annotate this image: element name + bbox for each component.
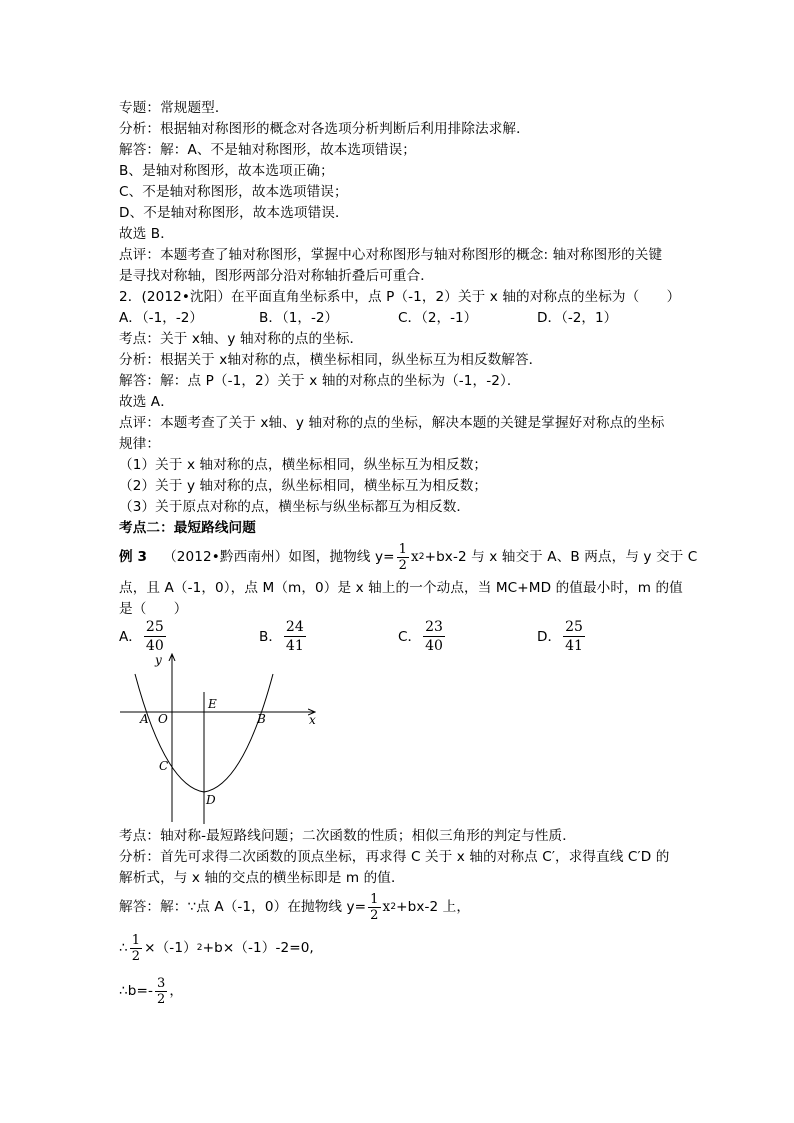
ex3-option-c: [398, 618, 447, 655]
option-fraction: [144, 618, 166, 655]
option-letter: D．: [537, 628, 562, 645]
option-letter: C．: [398, 628, 422, 645]
fraction-numerator: 25: [565, 619, 583, 635]
rule-item: （2）关于 y 轴对称的点，纵坐标相同，横坐标互为相反数；: [119, 478, 488, 494]
comment-line: 点评：本题考查了轴对称图形，掌握中心对称图形与轴对称图形的概念: 轴对称图形的关键: [119, 247, 663, 263]
equation-line: [119, 973, 183, 1009]
comment-line: 是寻找对称轴，图形两部分沿对称轴折叠后可重合．: [119, 268, 434, 284]
choice-line: 故选 A．: [119, 394, 174, 410]
q2-option-c: C．（2，-1）: [398, 310, 478, 326]
rule-item: （3）关于原点对称的点，横坐标与纵坐标都互为相反数．: [119, 499, 471, 515]
analysis-line: 解析式，与 x 轴的交点的横坐标即是 m 的值．: [119, 870, 405, 886]
option-fraction: [563, 618, 585, 655]
y-axis-label: y: [155, 653, 162, 667]
fraction-denominator: 2: [131, 948, 141, 964]
ex3-option-a: [119, 618, 168, 655]
answer-text: 解答：解：∵点 A（-1，0）在抛物线 y=: [119, 899, 367, 915]
keypoint-line: 考点：关于 x轴、y 轴对称的点的坐标．: [119, 331, 364, 347]
answer-line: B、是轴对称图形，故本选项正确；: [119, 163, 334, 179]
analysis-line: 分析：根据关于 x轴对称的点，横坐标相同，纵坐标互为相反数解答．: [119, 352, 543, 368]
fraction-denominator: 41: [285, 638, 304, 654]
option-fraction: [284, 618, 306, 655]
example-text-end: +bx-2 与 x 轴交于 A、B 两点，与 y 交于 C: [424, 549, 698, 565]
point-d-label: D: [206, 793, 216, 807]
fraction-half: [130, 933, 142, 964]
fraction-numerator: 1: [370, 891, 379, 907]
equation-line: ∴ $\frac{1}{2}$ ×（-1） 2 +b×（-1）-2=0,: [119, 932, 314, 964]
example-3-line: 例 3 （2012•黔西南州）如图，抛物线 y= $\frac{1}{2}$ x 2 +bx-2 与 x 轴交于 A、B 两点，与 y 交于 C: [119, 541, 698, 573]
fraction-numerator: 24: [285, 619, 304, 635]
ex3-option-d: [537, 618, 587, 655]
question-2: 2．(2012•沈阳）在平面直角坐标系中，点 P（-1，2）关于 x 轴的对称点的坐标为（ ）: [119, 289, 681, 305]
equation-text-end: +b×（-1）-2=0,: [202, 940, 314, 956]
variable-x: x: [382, 899, 391, 915]
fraction-half: [368, 892, 380, 923]
answer-line: C、不是轴对称图形，故本选项错误；: [119, 184, 348, 200]
option-fraction: [423, 618, 445, 655]
point-b-label: B: [257, 712, 266, 726]
example-3-line: 是（ ）: [119, 601, 188, 617]
variable-x: x: [410, 549, 419, 565]
comment-line: 点评：本题考查了关于 x轴、y 轴对称的点的坐标，解决本题的关键是掌握好对称点的坐标: [119, 415, 665, 431]
point-a-label: A: [140, 712, 149, 726]
example-3-line: 点，且 A（-1，0），点 M（m，0）是 x 轴上的一个动点，当 MC+MD 的值最小时，m 的值: [119, 580, 683, 596]
answer-line: 解答：解：∵点 A（-1，0）在抛物线 y= $\frac{1}{2}$ x 2 +bx-2 上，: [119, 891, 471, 923]
equation-text: ∴b=-: [119, 983, 153, 999]
fraction-numerator: 1: [131, 932, 141, 948]
equation-text-end: ，: [169, 983, 184, 999]
fraction-denominator: 40: [145, 638, 164, 654]
parabola-diagram: [115, 652, 330, 824]
origin-label: O: [158, 712, 168, 726]
fraction-numerator: 3: [156, 975, 166, 991]
x-axis-label: x: [309, 713, 316, 727]
answer-line: 解答：解：点 P（-1，2）关于 x 轴的对称点的坐标为（-1，-2）．: [119, 373, 521, 389]
therefore-symbol: ∴: [119, 940, 128, 956]
fraction-numerator: 23: [425, 619, 443, 635]
rule-item: （1）关于 x 轴对称的点，横坐标相同，纵坐标互为相反数；: [119, 457, 488, 473]
fraction-denominator: 40: [425, 638, 443, 654]
keypoint-line: 考点：轴对称-最短路线问题；二次函数的性质；相似三角形的判定与性质．: [119, 828, 576, 844]
analysis-line: 分析：首先可求得二次函数的顶点坐标，再求得 C 关于 x 轴的对称点 C′，求得直线 C′D 的: [119, 849, 670, 865]
point-c-label: C: [159, 759, 169, 773]
answer-line: 解答：解：A、不是轴对称图形，故本选项错误；: [119, 142, 416, 158]
option-letter: A．: [119, 628, 142, 645]
q2-option-b: B．（1，-2）: [259, 310, 339, 326]
example-label: 例 3: [119, 549, 148, 565]
fraction-half: [397, 542, 409, 573]
fraction-numerator: 1: [398, 541, 407, 557]
option-letter: B．: [259, 628, 282, 645]
analysis-line: 分析：根据轴对称图形的概念对各选项分析判断后利用排除法求解．: [119, 121, 530, 137]
fraction-denominator: 2: [156, 991, 166, 1007]
choice-line: 故选 B．: [119, 226, 174, 242]
equation-text: ×（-1）: [144, 940, 197, 956]
fraction-denominator: 2: [370, 907, 379, 923]
ex3-option-b: [259, 618, 308, 655]
topic-line: 专题：常规题型．: [119, 100, 229, 116]
point-e-label: E: [208, 697, 217, 711]
fraction-denominator: 41: [565, 638, 583, 654]
fraction-denominator: 2: [398, 557, 407, 573]
q2-option-a: A．（-1，-2）: [119, 310, 203, 326]
answer-line: D、不是轴对称图形，故本选项错误．: [119, 205, 349, 221]
example-text: （2012•黔西南州）如图，抛物线 y=: [163, 549, 395, 565]
section-heading: 考点二：最短路线问题: [119, 520, 256, 536]
fraction-numerator: 25: [145, 619, 164, 635]
fraction-three-halves: [155, 976, 167, 1007]
answer-text-end: +bx-2 上，: [396, 899, 471, 915]
rule-heading: 规律：: [119, 436, 161, 452]
q2-option-d: D．（-2，1）: [537, 310, 618, 326]
